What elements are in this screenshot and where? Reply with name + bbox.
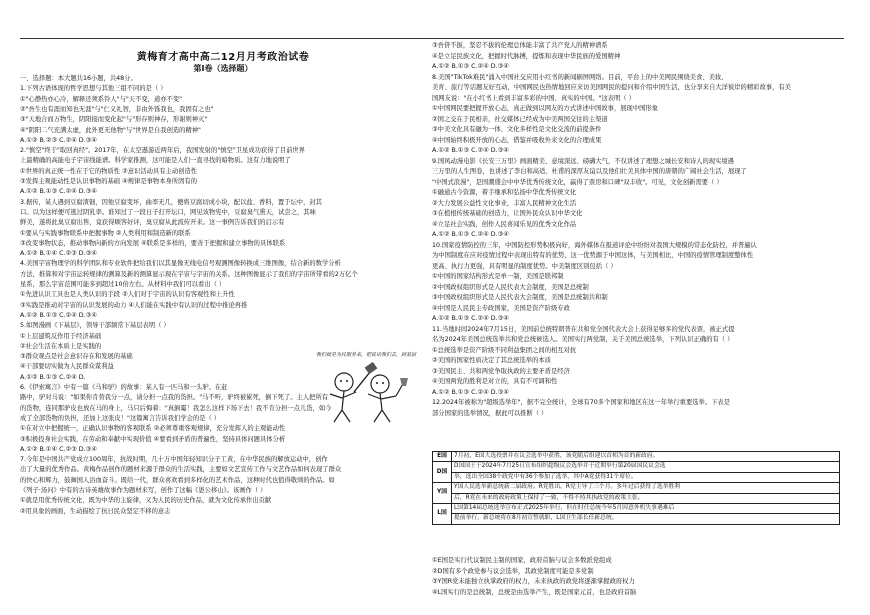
- right-lines-line: 12.2024年被称为"超级选举年"，据不完全统计，全球有70多个国家和地区在这一年举行重要选举。下表是: [432, 399, 731, 406]
- left-lines-line: ①"心静热亦心冷，解释还须系铃人"与"天不变，道亦不变": [20, 95, 183, 103]
- right-lines-line: ①融通古今资源，着手继承和弘扬中华优秀传统文化: [432, 189, 577, 196]
- description-cell: 7月初，E国大选投票并在议会选举中获胜，该党随后组建以首相为首的新政府。: [452, 452, 840, 462]
- option-line: ④L国实行的是总统制，总统是由选举产生，既是国家元首，也是政府首脑: [432, 588, 637, 596]
- left-lines-line: 的货物，连同那驴皮也放在马的身上，马只后悔着："真倒霉！我怎么这样下场下去！我不肯分担一点儿货，如今: [20, 404, 332, 412]
- right-lines-line: ③美国民主、共和两党争取执政的主要矛盾是经济: [432, 367, 570, 375]
- right-lines-line: ④中国始终积极开放的心态，借鉴并吸收外来文化的合理成果: [432, 136, 602, 144]
- right-lines-line: A.①② B.①③ C.②④ D.③④: [432, 315, 509, 322]
- right-lines-line: ④中国是人民民主专政国家，美国是资产阶级专政: [432, 304, 570, 312]
- right-lines-line: ②大力发展公益性文化事业，丰富人民精神文化生活: [432, 199, 577, 207]
- left-lines-line: 4.美国宇宙物理学的科学团队和专业软件把给我们以其显像无线电信号观测图像转换成三维图像，结合新的数学分析: [20, 260, 341, 268]
- left-lines-line: ①就是用优秀传统文化，既为中华的主旋律，又为人民的历史作品，就为文化传承作出贡献: [20, 497, 272, 505]
- description-cell: L国第14届总统选举宣布正式2025年举行，但在时任总统今年5月因意外机失事遇难后: [452, 504, 840, 514]
- right-lines-line: ②国之交在于民相亲，社交媒体已经成为中美两国交往的主渠道: [432, 115, 608, 123]
- left-lines-line: ②用具象的画面，生动描绘了抗日民众坚定不移的意志: [20, 507, 171, 515]
- right-lines-line: ①中国的国家结构形式是单一制，美国是联邦制: [432, 273, 564, 280]
- left-lines-line: ④"阴阳二气充满太虚，此外更无他物"与"世界是自我创造的精神": [20, 126, 201, 134]
- left-lines-line: A.①② B.①④ C.②③ D.③④: [20, 445, 97, 453]
- cartoon-illustration: [316, 352, 417, 426]
- right-lines-line: A.①② B.①③ C.②④ D.③④: [432, 147, 509, 154]
- table-row: [433, 504, 840, 514]
- description-cell: 提前举行，新总统将在8月初宣誓就职，L国卫生部长任新总统。: [452, 514, 840, 524]
- right-lines-line: ④美国两党的胜利是对立的，具有不可调和性: [432, 378, 558, 385]
- right-lines-line: "中国式浪漫"，是国潮盛会中中华优秀传统文化，赢得了票房和口碑"双丰收"。可见，文化创新需要（ ）: [432, 178, 723, 186]
- left-lines-line: 6.《伊索寓言》中有一篇《马和驴》的故事：某人有一匹马和一头驴。在赶: [20, 384, 228, 391]
- right-lines-line: 国网友说："在小红书上看到丰富多彩的中国、真实的中国。"这表明（ ）: [432, 94, 635, 102]
- left-lines-line: 口。以为这样便可逃过阴乳率。谁知过了一段日子打开坛口，网见该物宪中，豆腐臭气熏天，试尝之，其味: [20, 208, 316, 216]
- right-lines-line: 为中国制度在应对疫情过程中表现出特有的优势，这一优势源于中国这体，与美国相比，中国的疫情管理制度整体性: [432, 252, 754, 259]
- left-lines-line: A.①② B.①③ C.②④ D.③④: [20, 311, 97, 319]
- left-lines-line: ③实践是推动对宇宙的认识发展的动力 ④人们能在实践中有认识的过程中推论再推: [20, 301, 248, 309]
- left-lines-line: ①上层建筑反作用于经济基础: [20, 332, 102, 340]
- left-lines-line: 方法，推算和对宇宙运转规律的测算及新的测算显示现在宇宙与宇宙的关系。这种图像显示了我们的宇宙所带看的2万亿个: [20, 270, 358, 278]
- left-lines-line: 5.如图漫画《下基层》，领导干部频常下基层表明（ ）: [20, 322, 170, 330]
- right-lines-line: ②中国政权组织形式是人民代表大会制度，美国是总统制: [432, 283, 589, 291]
- right-lines-line: A.①② B.①③ C.②④ D.③④: [432, 231, 509, 238]
- right-lines-line: 9.国风动漫电影《长安三万里》画面精美、意境深远、磅礴大气，不仅讲述了理想之城长安和诗人的现实境遇: [432, 157, 734, 165]
- table-row: [433, 462, 840, 472]
- header-rule: [20, 38, 844, 39]
- right-lines-line: ①中国网民要把握开放心态，真正做到以网友的方式讲述中国故事，展现中国形象: [432, 105, 659, 112]
- left-lines-line: ③"天地合而万物生，阴阳接而变化起"与"形存则神存，形谢则神灭": [20, 116, 208, 124]
- left-lines-line: 成了全部货物的负担，还加上这张皮！"这篇寓言告诉我们学会的是（ ）: [20, 414, 221, 422]
- table-row: [433, 483, 840, 493]
- right-lines-line: 名为2024年美国总统选举共和党总统候选人。美国实行两党制，关于美国总统选举，下列认识正确的有（ ）: [432, 336, 734, 343]
- left-lines-line: ②"吾生也有涯而知也无涯"与"仁义礼智，非由外铄我也，我固有之也": [20, 105, 214, 113]
- left-lines-line: 一、选择题：本大题共16小题，共48分。: [20, 75, 137, 82]
- option-line: ③Y国R党未能独立执掌政府的权力，未来执政的政党将逐渐掌握政府权力: [432, 578, 635, 585]
- left-lines-line: ①在对立中把握统一，正确认识事物的客观联系 ②必须尊重客观规律，充分发挥人的主观能动性: [20, 425, 286, 433]
- left-lines-line: 路中，驴对马说："如果你肯替我分一点，请分担一点我的货担。"马不听，驴终被累死，倒下死了。主人把所有: [20, 394, 329, 402]
- left-lines-line: A.①② B.①③ C.②④ D.③④: [20, 188, 97, 196]
- left-lines-line: ②社会生活在本质上是实践的: [20, 342, 102, 350]
- left-lines-line: 2."慎空"终于"取回真经"。2017年，在太空遨游近两年后，我国发射的"慎空"卫星成功获得了目前世界: [20, 147, 305, 155]
- right-lines-line: 更高、执行力更强，具有明显的制度优势。中美制度区别包括（ ）: [432, 262, 617, 270]
- country-cell: L国: [433, 504, 452, 525]
- table-row: [433, 452, 840, 462]
- left-lines-line: ③群众观点是社会意识存在和发展的基础: [20, 353, 133, 361]
- section-title: 第Ⅰ卷（选择题）: [193, 64, 253, 73]
- description-cell: D国国王于2024年7月25日宣布组织超级议会选举并于近期举行第20届国民议会选: [452, 462, 840, 472]
- left-lines-line: A.①② B.①④ C.②③ D.③④: [20, 250, 97, 258]
- description-cell: 后，R党在未来的政府政策上保持了一致，不得不持其执政党的政策主张。: [452, 493, 840, 503]
- right-lines-line: ④立足社会实践，创作人民喜闻乐见的优秀文化作品: [432, 220, 577, 228]
- cartoon-caption: 我们就是为民服务来，把说话我们去，到基层: [316, 352, 417, 358]
- right-lines-line: 三万里的人生图卷，也讲述了李白和高适、杜甫的深厚友谊以及他们壮美具体中国的唐朝的广阔社会生活，展现了: [432, 168, 747, 175]
- option-line: ②D国有多个政党参与议会选举，其政党制度可能是多党制: [432, 567, 594, 575]
- left-lines-line: ③发挥主观能动性是认识事物的基础 ④规律是事物本身所固有的: [20, 178, 198, 185]
- left-lines-line: 星系，那么宇宙范围可能多到超过10倍左右。从材料中我们可以看出（ ）: [20, 281, 226, 288]
- country-cell: D国: [433, 462, 452, 483]
- left-lines-line: ①先进认识工具也是人类认识的手段 ②人们对于宇宙的认识有客观性和上升性: [20, 291, 235, 299]
- table-row: [433, 514, 840, 524]
- right-lines-line: ③中国政权组织形式是人民代表大会制度，美国是总统制共和制: [432, 294, 608, 301]
- left-lines-line: ①要从与实践事物联系中把握事物 ②人类利用和制造新的联系: [20, 229, 191, 237]
- description-cell: Y国人民选举新总统新二届政府。R党胜出。R党主导了三个月。多年过后获得了选举胜利: [452, 483, 840, 493]
- left-lines-line: A.①② B.②③ C.②④ D.③④: [20, 136, 97, 144]
- left-lines-line: A.①② B.①③ C.②④ D.: [20, 373, 86, 381]
- left-lines-line: ④干部要切实做为人民群众谋利益: [20, 363, 114, 371]
- right-lines-line: ③在植根传统基础的创造力，让国外民众认识中华文化: [432, 210, 583, 217]
- left-lines-line: 上最精确的高能电子宇宙线能谱。科学家推测，这可能是人们一直寻找的暗物质。这有力地说明了: [20, 157, 291, 165]
- right-lines-line: ③中美文化具有融为一体、文化多样性是文化交流的前提条件: [432, 126, 602, 133]
- table-row: [433, 493, 840, 503]
- left-lines-line: ①世界的真正统一性在于它的物质性 ②意识活动具有主动创造性: [20, 167, 198, 175]
- left-lines-line: 3.据传，某人遇到豆腐渣钿，因他豆腐变坏，曲率无几，便将豆腐切成小块，配以盐、香料，置于坛中，封其: [20, 198, 322, 206]
- question12-table: [432, 451, 840, 525]
- right-lines-line: 11.当地时间2024年7月15日，美国前总统特朗普在共和党全国代表大会上获得足够多的党代表票，被正式提: [432, 325, 735, 333]
- right-lines-line: ③吾侪不拔，坚忍不拔的伦理总体能丰富了共产党人的精神谱系: [432, 42, 608, 49]
- right-lines-line: 10.国家疫情防控的三年，中国防控形势积极向好，海外媒体在报道评论中纷纷对我国大规模的常态化防控，并普遍认: [432, 241, 757, 249]
- right-lines-line: ②美国的国家性质决定了其总统选举的本质: [432, 357, 551, 364]
- country-cell: E国: [433, 452, 452, 462]
- left-lines-line: 7.今年是中国共产党成立100周年，抗战时期，几十万中国年轻知识分子工黄，在中华民族的解放运动中，创作: [20, 456, 328, 464]
- paper-title: 黄梅育才高中高二12月月考政治试卷: [136, 52, 310, 63]
- right-lines-line: 美育、旅行等话题友好互动，中国网民也热情地回应来访美国网民的提问和介绍中国生活，也分享来自大洋彼岸的精彩故事，有美: [432, 84, 791, 91]
- right-lines-line: ①总统选举是资产阶级不同利益集团之间的相互对抗: [432, 346, 577, 354]
- table-row: [433, 472, 840, 482]
- left-lines-line: 的快心和辉力，鼓舞国人浴血奋斗。既给一代，群众喜欢看到多样化的艺术作品，这种时代也值得敬颂的作品。如: [20, 476, 335, 484]
- right-lines-line: A.①② B.①③ C.②④ D.③④: [432, 388, 509, 396]
- left-lines-line: ③改变事物状态，推动事物向新的方向发展 ④联系是多样的，要善于把握和建立事物的具体联系: [20, 239, 286, 247]
- right-lines-line: 部分国家的选举情况，据此可以推断（ ）: [432, 409, 548, 417]
- left-lines-line: 鲜美，遂将此臭豆腐出售，竟获得顾客好评，臭豆腐从此流传开来。这一事例告诉我们的启示有: [20, 219, 285, 227]
- left-lines-line: 1.下列古语体现的哲学思想与其他三组不同的是（ ）: [20, 85, 167, 93]
- right-lines-line: A.①② B.①③ C.②④ D.③④: [432, 63, 509, 70]
- left-lines-line: 《列子·汤问》中有的古诗英雄故事作为题材来写，创作了这幅《愚公移山》。该画作（ ）: [20, 487, 267, 494]
- option-line: ①E国是实行代议制民主制的国家，政府首脑与议会多数派党组成: [432, 557, 612, 564]
- left-lines-line: ③积极投身社会实践，在劳动和奉献中实现价值 ④要看到矛盾的普遍性，坚持具体问题具体分析: [20, 435, 286, 443]
- right-lines-line: 8.美国"TikTok难民"涌入中国社交应用小红书的新闻刷屏网络。目前，平台上的中美网民围绕美食、美妆、: [432, 73, 728, 81]
- right-lines-line: ④是立足民族文化，把握时代脉搏，提炼和表现中华民族的爱国精神: [432, 52, 621, 60]
- description-cell: 举，选出全国38个政党中有36个参加了选举，其中A党获得31个席位。: [452, 472, 840, 482]
- country-cell: Y国: [433, 483, 452, 504]
- left-lines-line: 出了大量的优秀作品。黄梅作品创作的题材来源于群众的生活实践，主要如文艺宣传工作与文艺作品如何表现了群众: [20, 466, 342, 474]
